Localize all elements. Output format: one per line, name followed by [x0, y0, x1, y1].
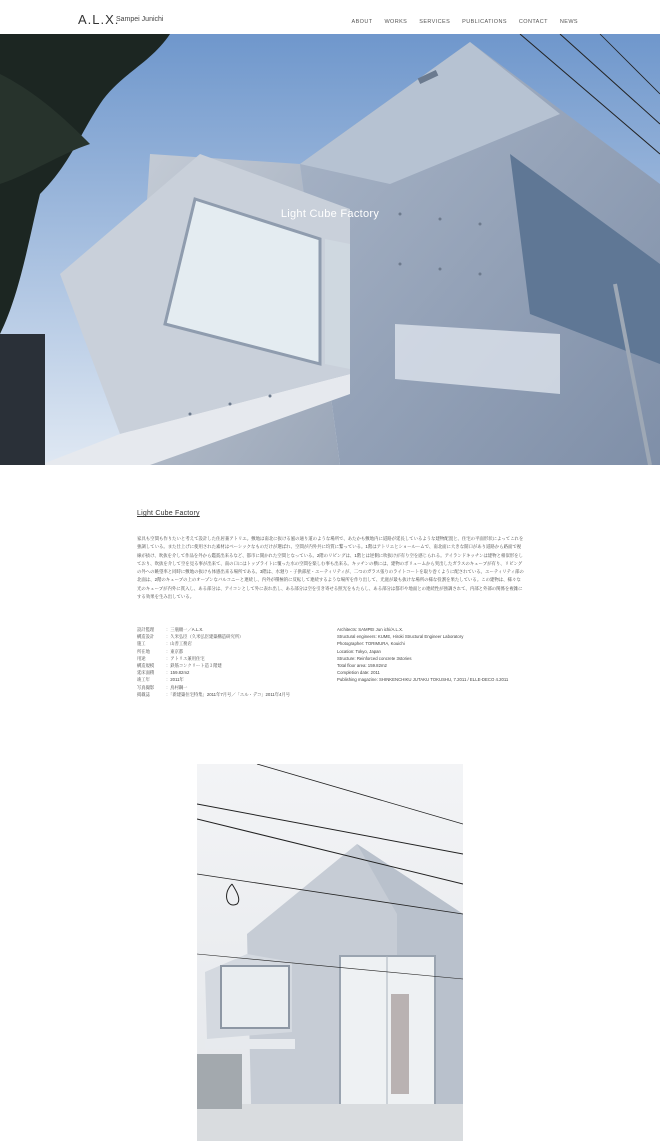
credit-key: 施工 [137, 641, 146, 647]
credit-key: 用途 [137, 655, 146, 661]
credit-row [137, 648, 317, 655]
credit-value: ：159.82m2 [166, 670, 190, 676]
credit-key: 所在地 [137, 648, 150, 654]
credit-row [137, 633, 317, 640]
credit-key: 写真撮影 [137, 684, 155, 690]
credit-key: 構造規模 [137, 663, 155, 669]
credit-key: 掲載誌 [137, 691, 150, 697]
credit-value: ：鳥村鋼一 [166, 684, 188, 690]
credit-value: ：アトリエ兼用住宅 [166, 655, 205, 661]
main-nav [352, 19, 578, 25]
credit-row [137, 655, 317, 662]
nav-about[interactable]: ABOUT [351, 19, 373, 25]
site-header [0, 0, 660, 34]
credit-key: 設計監理 [137, 627, 155, 632]
credit-value: ：三瓶順一／A.L.X. [166, 627, 204, 632]
credit-value: ：鉄筋コンクリート造３階建 [166, 663, 222, 669]
nav-contact[interactable]: CONTACT [518, 19, 548, 25]
credit-line: Location: Tokyo, Japan [337, 648, 381, 654]
nav-publications[interactable]: PUBLICATIONS [462, 19, 507, 25]
credit-line: Architects: SAMPEI Jun ichi/A.L.X. [337, 627, 404, 632]
hero-title: Light Cube Factory [280, 208, 380, 220]
credit-value: ：久米弘臣（久米弘臣建築構造研究所） [166, 634, 244, 640]
credit-row [137, 676, 317, 683]
credit-row [137, 669, 317, 676]
credit-row [137, 640, 317, 647]
nav-news[interactable]: NEWS [559, 19, 578, 25]
credit-line: Completion date: 2011 [337, 670, 380, 676]
credit-value: ：東京都 [166, 648, 184, 654]
nav-works[interactable]: WORKS [384, 19, 408, 25]
credits-jp [137, 626, 317, 698]
building-photo-illustration [197, 764, 463, 1141]
credit-key: 構造設計 [137, 634, 155, 640]
credit-line: Total floor area: 159.82m2 [337, 663, 387, 669]
article-title[interactable]: Light Cube Factory [137, 510, 200, 517]
credit-row [137, 626, 317, 633]
site-logo[interactable]: A.L.X. [78, 12, 120, 27]
credit-line: Publishing magazine: SHINKENCHIKU JUTAKU TOKUSHU, 7.2011 / ELLE-DECO 4.2011 [337, 677, 509, 683]
building-photo [197, 764, 463, 1141]
credit-row [137, 691, 317, 698]
credit-row [137, 684, 317, 691]
credit-value: ：2011年 [166, 677, 184, 683]
credit-key: 延床面積 [137, 670, 155, 676]
article-body: 家具も空間も作りたいと考えて設計した住居兼アトリエ。敷地は南北に抜ける風の通り道のような場所で、あたかも敷地内に道路が延長しているような建物配置と、住宅の平面形状によってこれを強調している。また仕上げに使用された素材はベーシックなものだけが選ばれ、空間が内外共に均質に繋っている。1階はアトリエとショールームで、南北面に大きな開口があり道路から路面で視線が抜け、吹抜を介して作品を外から鑑賞出来るなど、都市に開かれた空間となっている。2階のリビングは、1階とは逆側に吹抜けが有り空を感じられる。アイランドキッチンは建物と相似形をしており、吹抜を介して空を見る事が出来て、南の口にはトップライトに覆った水の空間を楽しむ事も出来る。キッチンの横には、建物のボリュームから突出したガラスのキューブが有り、リビングの外への眺望率と同時に敷地の抜けも体感出来る場所である。3階は、水廻り・子供部屋・ユーティリティが、二つのガラス張りのライトコートを取り巻くように配されている。ユーティリティ部の北面は、2階のキューブの上のオープンなバルコニーと連続し、内外が積極的に反転して連続するような場所を作り出して、光庭が最も抜けな場所の様な役割を果たしている。この建物は、様々な光のキューブが内外に貫入し、ある部分は、アイコンとして外に表れ出し、ある部分は空を引き寄せる照光をもたらし、ある部分は都市や地面との連続性が強調されて、内部と外部の関係を複雑にする効果を生み出している。 [137, 536, 524, 600]
credit-key: 竣工年 [137, 677, 150, 683]
credit-row [137, 662, 317, 669]
hero-photo [0, 34, 660, 465]
nav-services[interactable]: SERVICES [419, 19, 451, 25]
site-logo-subtitle[interactable]: Sampei Junichi [116, 16, 164, 23]
credit-line: Structural engineers: KUME, Hiroki Structural Engineer Laboratory [337, 634, 464, 640]
credit-line: Photographer: TORIMURA, Kouichi [337, 641, 405, 647]
credits-en [337, 626, 527, 684]
hero-photo-illustration [0, 34, 660, 465]
credit-value: ：山善工務店 [166, 641, 192, 647]
credit-line: Structure: Reinforced concrete 3stories [337, 655, 412, 661]
credit-value: ：「新建築住宅特集」2011年7月号／「エル・デコ」2011年4月号 [166, 691, 291, 697]
